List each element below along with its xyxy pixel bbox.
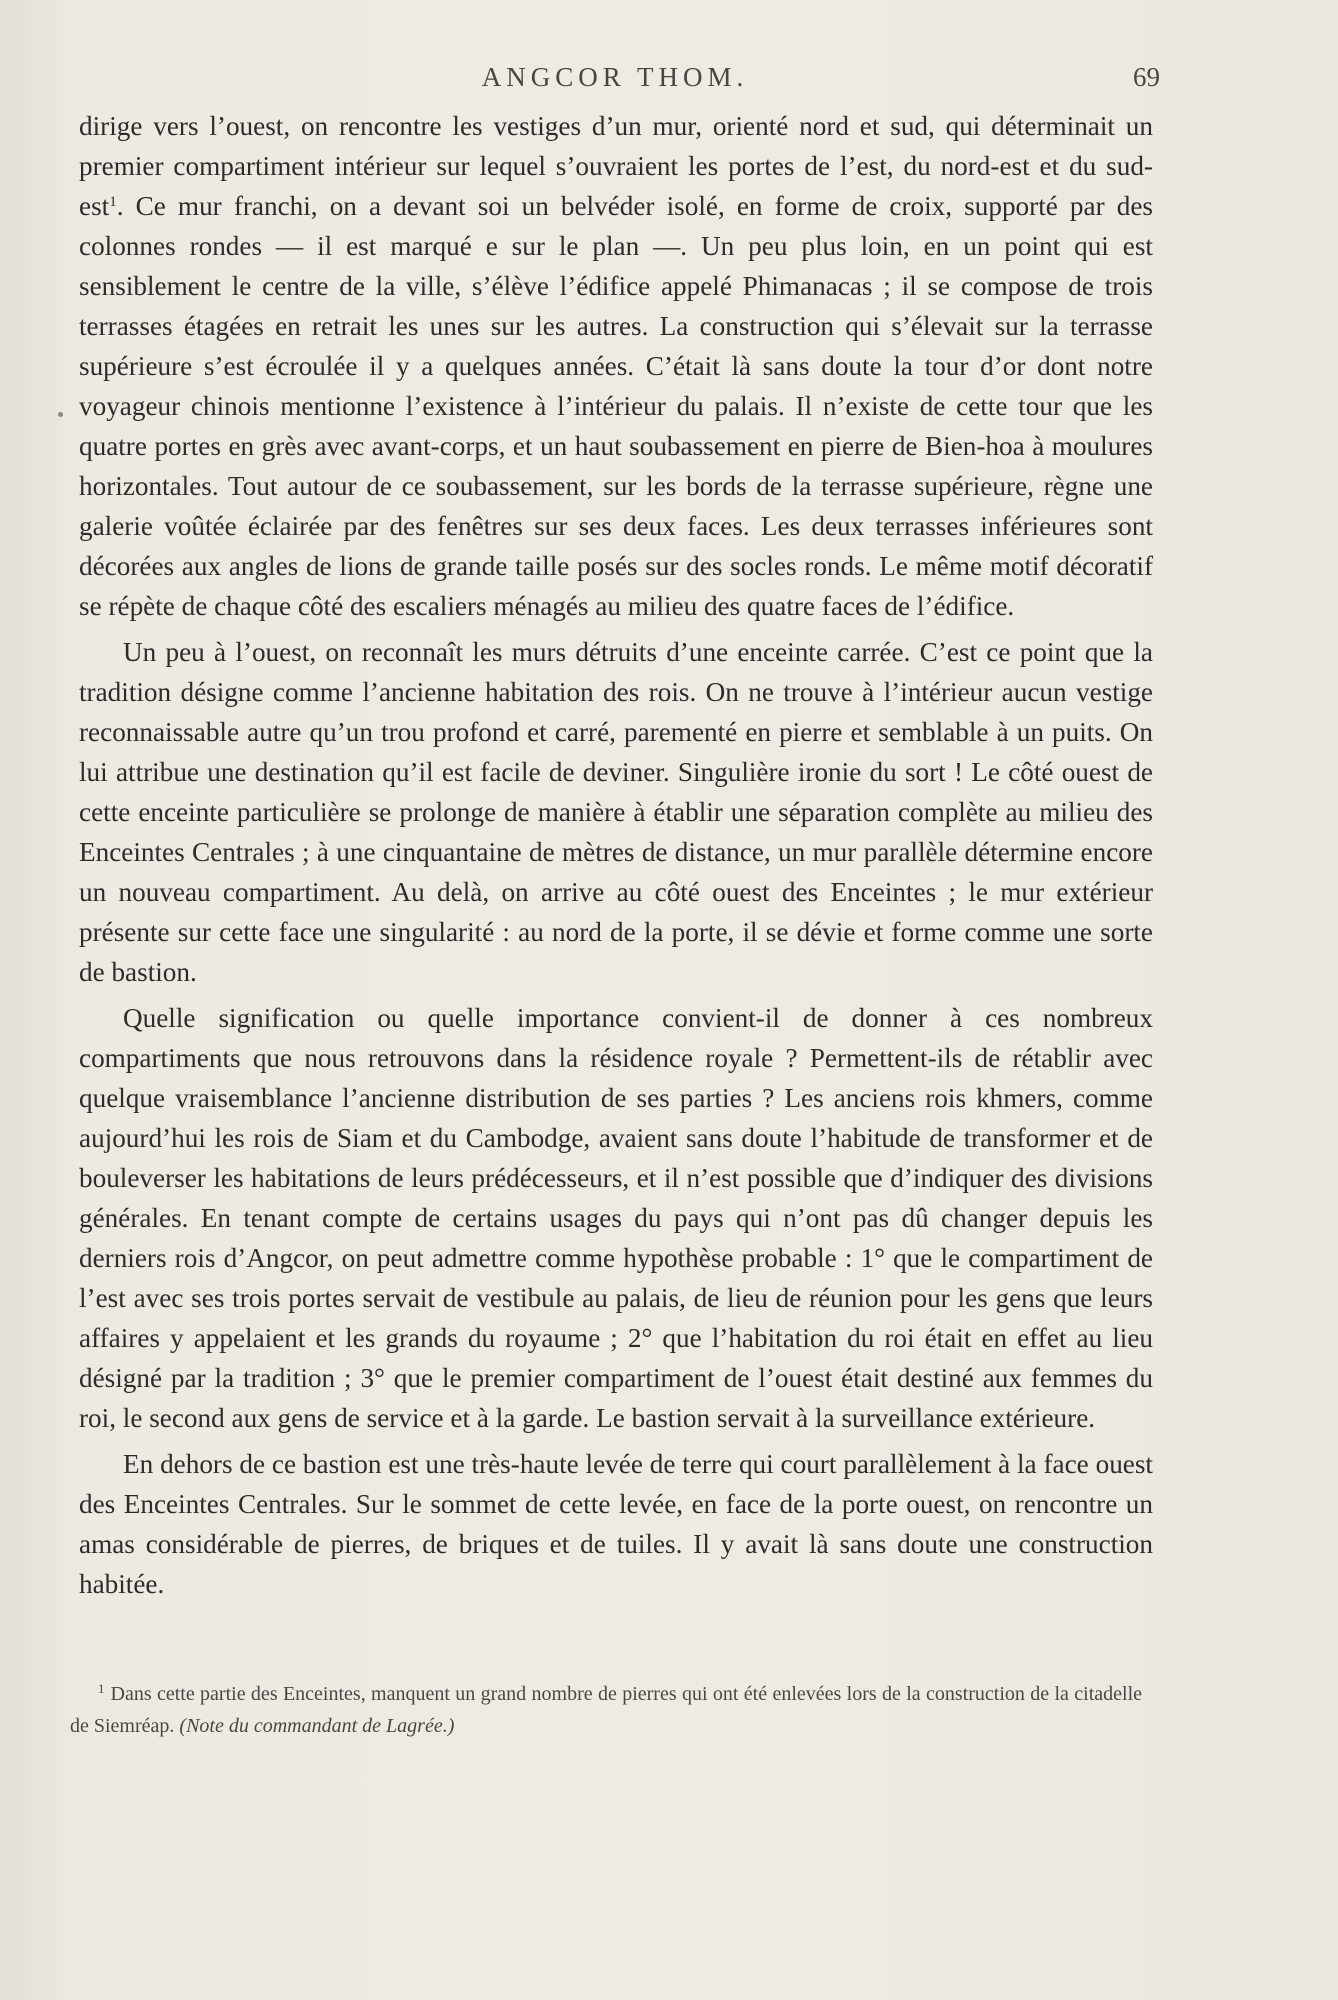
running-head xyxy=(70,62,1160,102)
footnotes xyxy=(70,1678,1142,1742)
paragraph-4: En dehors de ce bastion est une très-haute levée de terre qui court parallèlement à la face ouest des Enceintes Centrales. Sur le sommet de cette levée, en face de la porte ouest, on rencontre un amas considérable de pierres, de briques et de tuiles. Il y avait là sans doute une construction habitée. xyxy=(79,1449,1153,1599)
footnote-text: Dans cette partie des Enceintes, manquent un grand nombre de pierres qui ont été enlevées lors de la construction de la citadelle de Siemréap. xyxy=(70,1683,1142,1737)
page-number: 69 xyxy=(1133,62,1160,92)
paragraph-2: Un peu à l’ouest, on reconnaît les murs détruits d’une enceinte carrée. C’est ce point que la tradition désigne comme l’ancienne habitation des rois. On ne trouve à l’intérieur aucun vestige reconnaissable autre qu’un trou profond et carré, parementé en pierre et semblable à un puits. On lui attribue une destination qu’il est facile de deviner. Singulière ironie du sort ! Le côté ouest de cette enceinte particulière se prolonge de manière à établir une séparation complète au milieu des Enceintes Centrales ; à une cinquantaine de mètres de distance, un mur parallèle détermine encore un nouveau compartiment. Au delà, on arrive au côté ouest des Enceintes ; le mur extérieur présente sur cette face une singularité : au nord de la porte, il se dévie et forme comme une sorte de bastion. xyxy=(79,637,1153,987)
paragraph-1 xyxy=(79,106,1153,626)
paper-speck xyxy=(58,412,63,417)
paragraph-1-text-end: . Ce mur franchi, on a devant soi un belvéder isolé, en forme de croix, supporté par des colonnes rondes — il est marqué e sur le plan —. Un peu plus loin, en un point qui est sensiblement le centre de la ville, s’élève l’édifice appelé Phimanacas ; il se compose de trois terrasses étagées en retrait les unes sur les autres. La construction qui s’élevait sur la terrasse supérieure s’est écroulée il y a quelques années. C’était là sans doute la tour d’or dont notre voyageur chinois mentionne l’existence à l’intérieur du palais. Il n’existe de cette tour que les quatre portes en grès avec avant-corps, et un haut soubassement en pierre de Bien-hoa à moulures horizontales. Tout autour de ce soubassement, sur les bords de la terrasse supérieure, règne une galerie voûtée éclairée par des fenêtres sur ses deux faces. Les deux terrasses inférieures sont décorées aux angles de lions de grande taille posés sur des socles ronds. Le même motif décoratif se répète de chaque côté des escaliers ménagés au milieu des quatre faces de l’édifice. xyxy=(79,191,1153,621)
paragraph-1-text-start: dirige vers l’ouest, on rencontre les vestiges d’un mur, orienté nord et sud, qui déterminait un premier compartiment intérieur sur lequel s’ouvraient les portes de l’est, du nord-est et du sud-est xyxy=(79,111,1153,221)
running-title: ANGCOR THOM. xyxy=(481,62,749,92)
footnote-reference[interactable]: 1 xyxy=(109,194,117,210)
paragraph-3: Quelle signification ou quelle importance convient-il de donner à ces nombreux compartiments que nous retrouvons dans la résidence royale ? Permettent-ils de rétablir avec quelque vraisemblance l’ancienne distribution de ses parties ? Les anciens rois khmers, comme aujourd’hui les rois de Siam et du Cambodge, avaient sans doute l’habitude de transformer et de bouleverser les habitations de leurs prédécesseurs, et il n’est possible que d’indiquer des divisions générales. En tenant compte de certains usages du pays qui n’ont pas dû changer depuis les derniers rois d’Angcor, on peut admettre comme hypothèse probable : 1° que le compartiment de l’est avec ses trois portes servait de vestibule au palais, de lieu de réunion pour les gens que leurs affaires y appelaient et les grands du royaume ; 2° que l’habitation du roi était en effet au lieu désigné par la tradition ; 3° que le premier compartiment de l’ouest était destiné aux femmes du roi, le second aux gens de service et à la garde. Le bastion servait à la surveillance extérieure. xyxy=(79,1003,1153,1433)
footnote-1 xyxy=(70,1678,1142,1742)
footnote-attribution: (Note du commandant de Lagrée.) xyxy=(179,1715,455,1737)
footnote-marker: 1 xyxy=(98,1681,105,1696)
body-text xyxy=(79,106,1153,1610)
